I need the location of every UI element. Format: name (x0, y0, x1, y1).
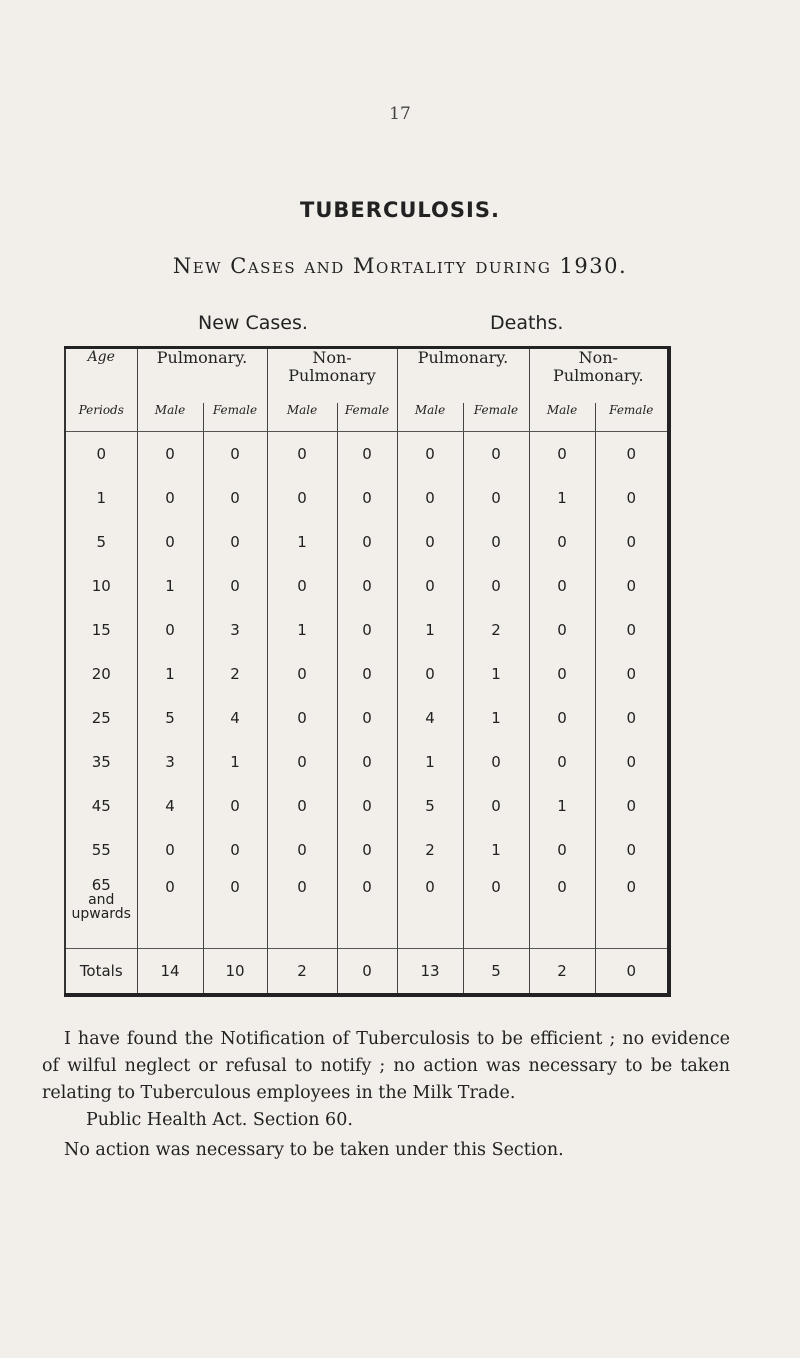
value-cell: 0 (397, 520, 463, 564)
subtitle-text: New Cases and Mortality during (172, 254, 552, 278)
value-cell: 0 (463, 784, 529, 828)
group-label-deaths: Deaths. (490, 312, 564, 334)
value-cell: 0 (397, 432, 463, 477)
value-cell: 0 (137, 872, 203, 949)
table-row (65, 784, 669, 828)
value-cell: 0 (337, 828, 397, 872)
header-female: Female (337, 403, 397, 432)
value-cell: 1 (137, 652, 203, 696)
value-cell: 0 (595, 564, 669, 608)
header-male: Male (137, 403, 203, 432)
value-cell: 0 (337, 476, 397, 520)
total-cell: 10 (203, 949, 267, 996)
value-cell: 0 (267, 652, 337, 696)
value-cell: 0 (203, 432, 267, 477)
value-cell: 0 (137, 476, 203, 520)
header-female: Female (595, 403, 669, 432)
table-row (65, 652, 669, 696)
table-row (65, 740, 669, 784)
value-cell: 4 (137, 784, 203, 828)
age-cell: 5 (96, 533, 107, 551)
header-female: Female (203, 403, 267, 432)
age-cell: 35 (91, 753, 111, 771)
age-cell: 55 (91, 841, 111, 859)
header-periods: Periods (65, 403, 137, 432)
group-label-new-cases: New Cases. (198, 312, 308, 334)
value-cell: 0 (203, 872, 267, 949)
value-cell: 0 (397, 476, 463, 520)
totals-row (65, 949, 669, 996)
header-female: Female (463, 403, 529, 432)
total-cell: 13 (397, 949, 463, 996)
subtitle-year: 1930. (559, 254, 628, 278)
value-cell: 0 (529, 432, 595, 477)
table-row (65, 828, 669, 872)
value-cell: 0 (337, 520, 397, 564)
age-cell: 45 (91, 797, 111, 815)
value-cell: 1 (463, 696, 529, 740)
table-row (65, 476, 669, 520)
header-non-pulmonary-new-line2: Pulmonary (288, 366, 376, 385)
value-cell: 0 (529, 520, 595, 564)
value-cell: 0 (137, 520, 203, 564)
value-cell: 0 (463, 564, 529, 608)
total-cell: 0 (337, 949, 397, 996)
value-cell: 0 (267, 828, 337, 872)
value-cell: 0 (595, 476, 669, 520)
value-cell: 0 (203, 520, 267, 564)
age-cell: 25 (91, 709, 111, 727)
table-body (65, 432, 669, 996)
value-cell: 1 (137, 564, 203, 608)
value-cell: 1 (267, 520, 337, 564)
header-pulmonary-new: Pulmonary. (137, 348, 267, 404)
value-cell: 0 (337, 872, 397, 949)
value-cell: 0 (337, 432, 397, 477)
value-cell: 0 (595, 740, 669, 784)
value-cell: 0 (595, 828, 669, 872)
value-cell: 5 (397, 784, 463, 828)
value-cell: 0 (463, 520, 529, 564)
value-cell: 0 (267, 784, 337, 828)
header-non-pulmonary-deaths-line1: Non- (578, 348, 618, 367)
age-cell: 20 (91, 665, 111, 683)
header-male: Male (529, 403, 595, 432)
value-cell: 0 (203, 828, 267, 872)
value-cell: 0 (529, 696, 595, 740)
value-cell: 0 (529, 564, 595, 608)
total-cell: 2 (529, 949, 595, 996)
header-non-pulmonary-deaths-line2: Pulmonary. (553, 366, 644, 385)
value-cell: 4 (397, 696, 463, 740)
value-cell: 0 (463, 872, 529, 949)
total-cell: 5 (463, 949, 529, 996)
value-cell: 0 (203, 784, 267, 828)
page-number: 17 (389, 104, 411, 124)
value-cell: 0 (595, 784, 669, 828)
table-row (65, 520, 669, 564)
age-line: upwards (71, 906, 131, 922)
value-cell: 0 (463, 432, 529, 477)
value-cell: 1 (463, 828, 529, 872)
table-row (65, 432, 669, 477)
value-cell: 0 (595, 872, 669, 949)
value-cell: 0 (595, 696, 669, 740)
value-cell: 1 (203, 740, 267, 784)
value-cell: 1 (463, 652, 529, 696)
value-cell: 0 (529, 608, 595, 652)
header-pulmonary-deaths: Pulmonary. (397, 348, 529, 404)
notification-paragraph: I have found the Notification of Tuberculosis to be efficient ; no evidence of wilful neglect or refusal to notify ; no action was necessary to be taken relating to Tuberculous employees in the Milk Trade. (42, 1028, 730, 1103)
value-cell: 0 (529, 872, 595, 949)
age-cell (65, 872, 137, 949)
value-cell: 0 (595, 652, 669, 696)
value-cell: 1 (529, 784, 595, 828)
value-cell: 1 (397, 608, 463, 652)
value-cell: 3 (137, 740, 203, 784)
table-row (65, 608, 669, 652)
value-cell: 2 (203, 652, 267, 696)
value-cell: 0 (137, 432, 203, 477)
value-cell: 0 (463, 476, 529, 520)
header-non-pulmonary-deaths (529, 348, 669, 404)
value-cell: 0 (137, 608, 203, 652)
header-male: Male (397, 403, 463, 432)
value-cell: 0 (337, 564, 397, 608)
value-cell: 0 (267, 432, 337, 477)
total-cell: 2 (267, 949, 337, 996)
header-row-top (65, 348, 669, 404)
total-cell: 14 (137, 949, 203, 996)
value-cell: 2 (463, 608, 529, 652)
value-cell: 0 (267, 564, 337, 608)
age-line: and (88, 892, 115, 908)
value-cell: 5 (137, 696, 203, 740)
page-subtitle (0, 254, 800, 278)
value-cell: 0 (267, 476, 337, 520)
value-cell: 0 (267, 872, 337, 949)
header-age: Age (87, 349, 115, 365)
value-cell: 2 (397, 828, 463, 872)
value-cell: 0 (337, 608, 397, 652)
act-text: No action was necessary to be taken under this Section. (64, 1140, 564, 1160)
value-cell: 0 (529, 740, 595, 784)
age-line: 65 (91, 876, 111, 894)
page-title: TUBERCULOSIS. (300, 198, 500, 222)
total-cell: 0 (595, 949, 669, 996)
value-cell: 0 (337, 652, 397, 696)
value-cell: 0 (203, 476, 267, 520)
table-row (65, 564, 669, 608)
value-cell: 0 (267, 740, 337, 784)
value-cell: 4 (203, 696, 267, 740)
value-cell: 0 (595, 608, 669, 652)
age-cell: 1 (96, 489, 107, 507)
value-cell: 0 (203, 564, 267, 608)
value-cell: 1 (529, 476, 595, 520)
value-cell: 0 (595, 520, 669, 564)
value-cell: 0 (337, 740, 397, 784)
totals-label: Totals (65, 949, 137, 996)
value-cell: 0 (337, 784, 397, 828)
value-cell: 3 (203, 608, 267, 652)
table-row (65, 696, 669, 740)
value-cell: 0 (397, 872, 463, 949)
header-male: Male (267, 403, 337, 432)
header-non-pulmonary-new (267, 348, 397, 404)
value-cell: 1 (397, 740, 463, 784)
age-cell: 0 (96, 445, 107, 463)
age-cell: 10 (91, 577, 111, 595)
value-cell: 0 (267, 696, 337, 740)
header-non-pulmonary-new-line1: Non- (312, 348, 352, 367)
header-row-sub (65, 403, 669, 432)
value-cell: 0 (397, 652, 463, 696)
value-cell: 0 (397, 564, 463, 608)
value-cell: 1 (267, 608, 337, 652)
value-cell: 0 (137, 828, 203, 872)
value-cell: 0 (529, 652, 595, 696)
value-cell: 0 (337, 696, 397, 740)
tuberculosis-table (64, 346, 671, 997)
act-title: Public Health Act. Section 60. (86, 1110, 353, 1130)
value-cell: 0 (463, 740, 529, 784)
value-cell: 0 (595, 432, 669, 477)
value-cell: 0 (529, 828, 595, 872)
age-cell: 15 (91, 621, 111, 639)
table-row (65, 872, 669, 949)
